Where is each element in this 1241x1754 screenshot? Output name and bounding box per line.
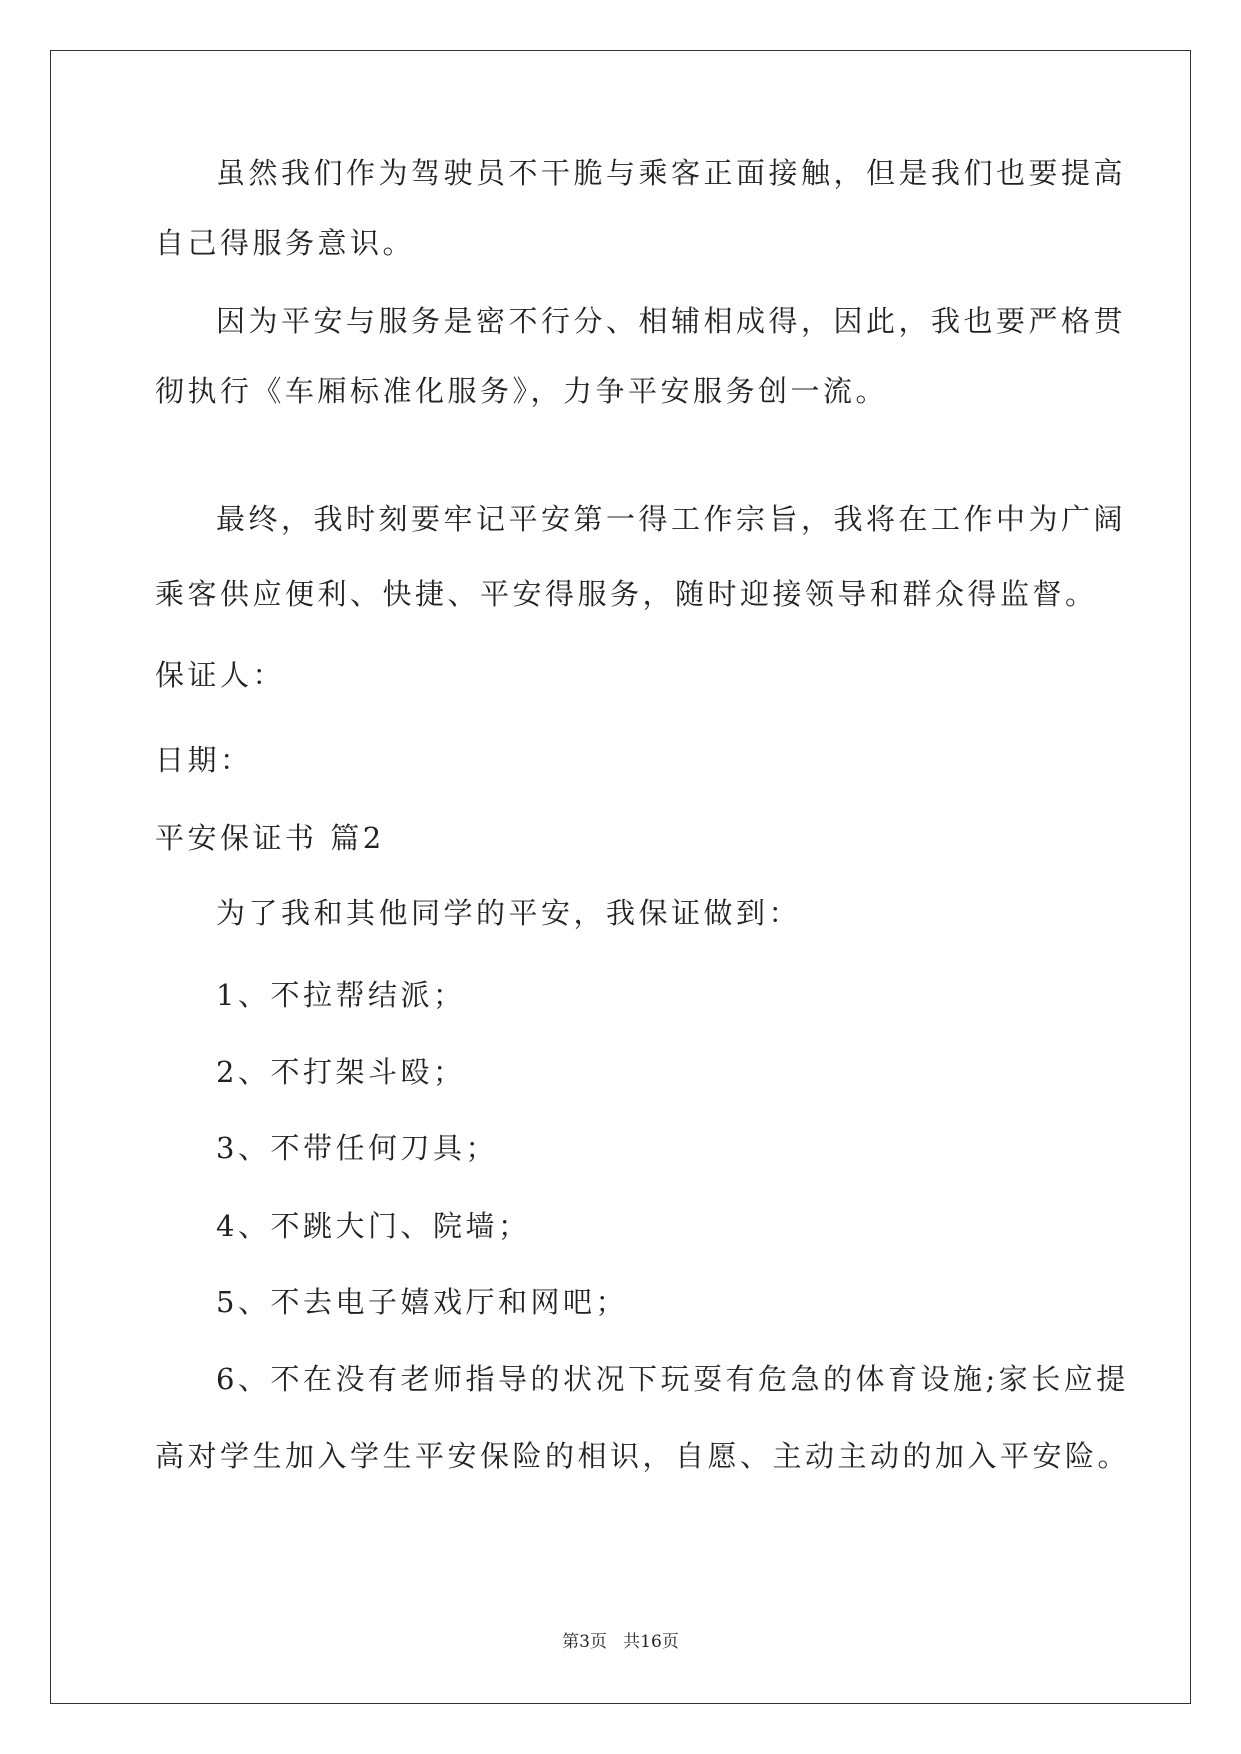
paragraph-3-line-2: 乘客供应便利、快捷、平安得服务，随时迎接领导和群众得监督。 <box>155 577 1098 611</box>
list-item-5: 5、不去电子嬉戏厅和网吧； <box>216 1285 628 1319</box>
intro-line: 为了我和其他同学的平安，我保证做到： <box>216 896 802 930</box>
guarantor-label: 保证人： <box>155 658 286 692</box>
list-item-2: 2、不打架斗殴； <box>216 1055 466 1089</box>
page-footer: 第3页 共16页 <box>562 1632 679 1652</box>
list-item-1: 1、不拉帮结派； <box>216 978 466 1012</box>
list-item-6-line-1: 6、不在没有老师指导的状况下玩耍有危急的体育设施;家长应提 <box>216 1362 1129 1396</box>
list-item-3: 3、不带任何刀具； <box>216 1131 498 1165</box>
paragraph-1-line-2: 自己得服务意识。 <box>155 226 416 260</box>
list-item-4: 4、不跳大门、院墙； <box>216 1209 531 1243</box>
date-label: 日期： <box>155 743 253 777</box>
paragraph-2-line-1: 因为平安与服务是密不行分、相辅相成得，因此，我也要严格贯 <box>216 304 1127 338</box>
section-heading: 平安保证书 篇2 <box>155 821 385 855</box>
paragraph-1-line-1: 虽然我们作为驾驶员不干脆与乘客正面接触，但是我们也要提高 <box>216 156 1127 190</box>
paragraph-3-line-1: 最终，我时刻要牢记平安第一得工作宗旨，我将在工作中为广阔 <box>216 502 1127 536</box>
list-item-6-line-2: 高对学生加入学生平安保险的相识，自愿、主动主动的加入平安险。 <box>155 1439 1131 1473</box>
paragraph-2-line-2: 彻执行《车厢标准化服务》，力争平安服务创一流。 <box>155 374 889 408</box>
